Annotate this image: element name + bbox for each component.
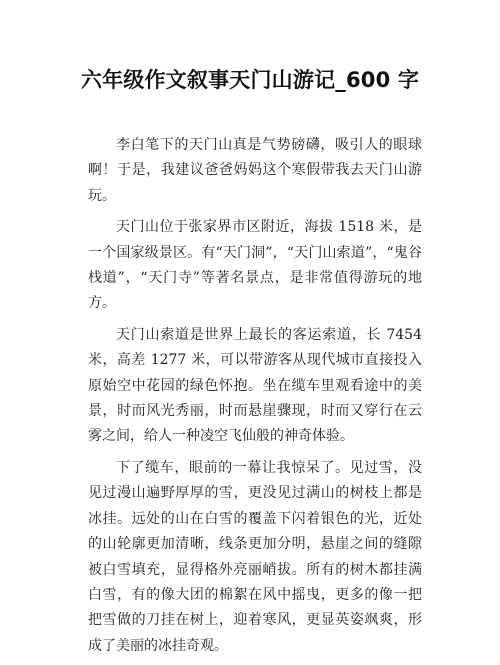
paragraph-4: 下了缆车，眼前的一幕让我惊呆了。见过雪，没见过漫山遍野厚厚的雪，更没见过满山的树枝上都是冰挂。远处的山在白雪的覆盖下闪着银色的光，近处的山轮廓更加清晰，线条更加分明，悬崖之间的缝隙被白雪填充，显得格外亮丽峭拔。所有的树木都挂满白雪，有的像大团的棉絮在风中摇曳，更多的像一把把雪做的刀挂在树上，迎着寒风，更显英姿飒爽，形成了美丽的冰挂奇观。 [88,459,422,654]
article-title: 六年级作文叙事天门山游记_600 字 [80,68,420,92]
paragraph-2: 天门山位于张家界市区附近，海拔 1518 米，是一个国家级景区。有“天门洞”，“天门山索道”，“鬼谷栈道”，“天门寺”等著名景点，是非常值得游玩的地方。 [88,219,422,312]
paragraph-1: 李白笔下的天门山真是气势磅礴，吸引人的眼球啊！于是，我建议爸爸妈妈这个寒假带我去天门山游玩。 [88,137,422,204]
article-body [88,133,422,665]
paragraph-3: 天门山索道是世界上最长的客运索道，长 7454 米，高差 1277 米，可以带游客从现代城市直接投入原始空中花园的绿色怀抱。坐在缆车里观看途中的美景，时而风光秀丽，时而悬崖骤现，时而又穿行在云雾之间，给人一种凌空飞仙般的神奇体验。 [88,326,422,445]
